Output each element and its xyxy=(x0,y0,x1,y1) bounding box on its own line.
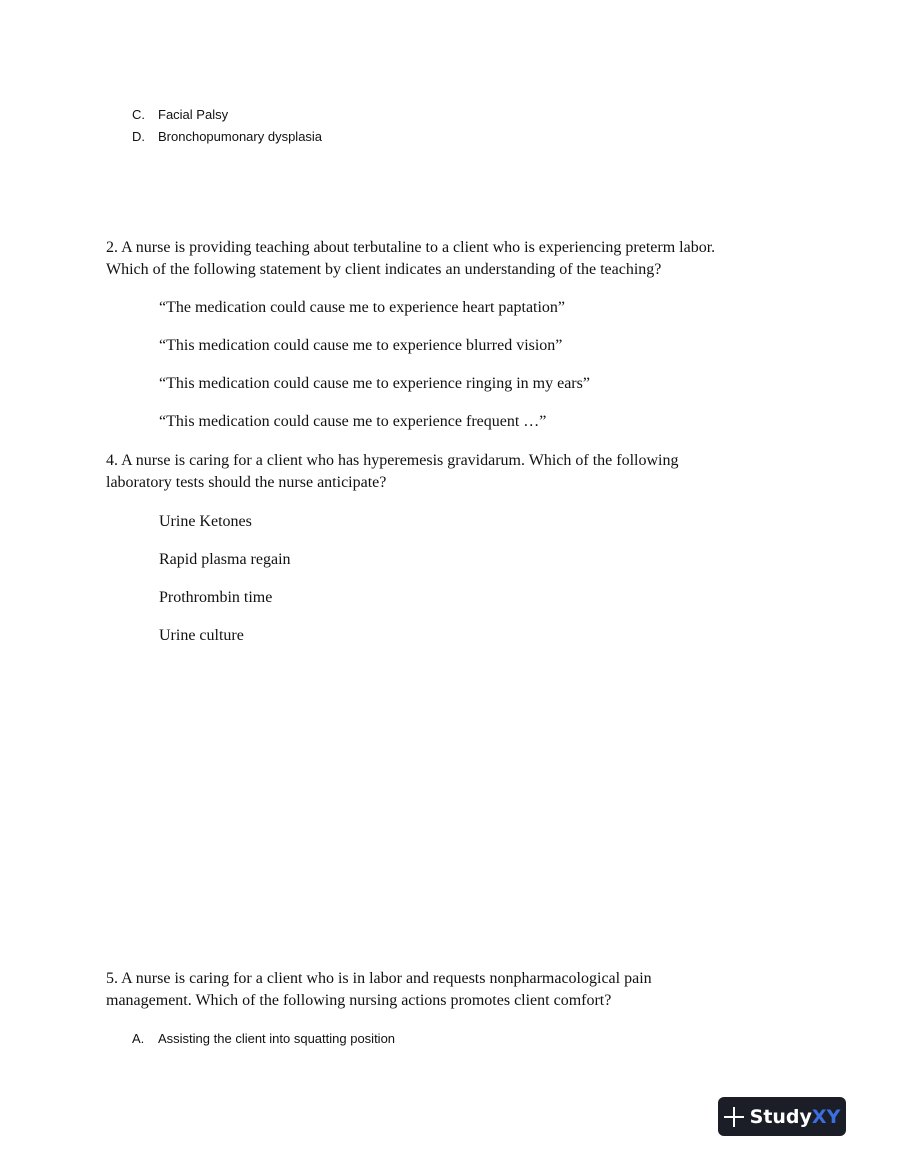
q1-option-c xyxy=(132,107,228,123)
question-5-line-1: 5. A nurse is caring for a client who is in labor and requests nonpharmacological pain xyxy=(106,970,652,987)
question-4-line-2: laboratory tests should the nurse anticipate? xyxy=(106,474,387,491)
question-5 xyxy=(106,968,806,1012)
option-text: Bronchopumonary dysplasia xyxy=(158,129,323,144)
question-4 xyxy=(106,450,806,494)
plus-icon xyxy=(724,1107,744,1127)
q4-option-4: Urine culture xyxy=(159,627,244,644)
question-2-line-2: Which of the following statement by client indicates an understanding of the teaching? xyxy=(106,261,662,278)
logo-text-study: Study xyxy=(749,1105,812,1128)
q4-option-3: Prothrombin time xyxy=(159,589,273,606)
logo-text-xy: XY xyxy=(811,1105,841,1128)
studyxy-logo[interactable] xyxy=(718,1097,846,1136)
question-2-line-1: 2. A nurse is providing teaching about terbutaline to a client who is experiencing preterm labor. xyxy=(106,239,716,256)
question-2 xyxy=(106,237,806,281)
option-text: Assisting the client into squatting position xyxy=(158,1031,396,1046)
q2-option-3: “This medication could cause me to experience ringing in my ears” xyxy=(159,375,590,392)
option-letter: C. xyxy=(132,107,145,122)
q1-option-d xyxy=(132,129,322,145)
question-4-line-1: 4. A nurse is caring for a client who has hyperemesis gravidarum. Which of the following xyxy=(106,452,679,469)
q5-option-a xyxy=(132,1031,395,1047)
q4-option-1: Urine Ketones xyxy=(159,513,252,530)
question-5-line-2: management. Which of the following nursing actions promotes client comfort? xyxy=(106,992,612,1009)
q4-option-2: Rapid plasma regain xyxy=(159,551,291,568)
option-text: Facial Palsy xyxy=(158,107,229,122)
q2-option-4: “This medication could cause me to experience frequent …” xyxy=(159,413,547,430)
q2-option-1: “The medication could cause me to experience heart paptation” xyxy=(159,299,566,316)
q2-option-2: “This medication could cause me to experience blurred vision” xyxy=(159,337,563,354)
option-letter: A. xyxy=(132,1031,145,1046)
option-letter: D. xyxy=(132,129,145,144)
